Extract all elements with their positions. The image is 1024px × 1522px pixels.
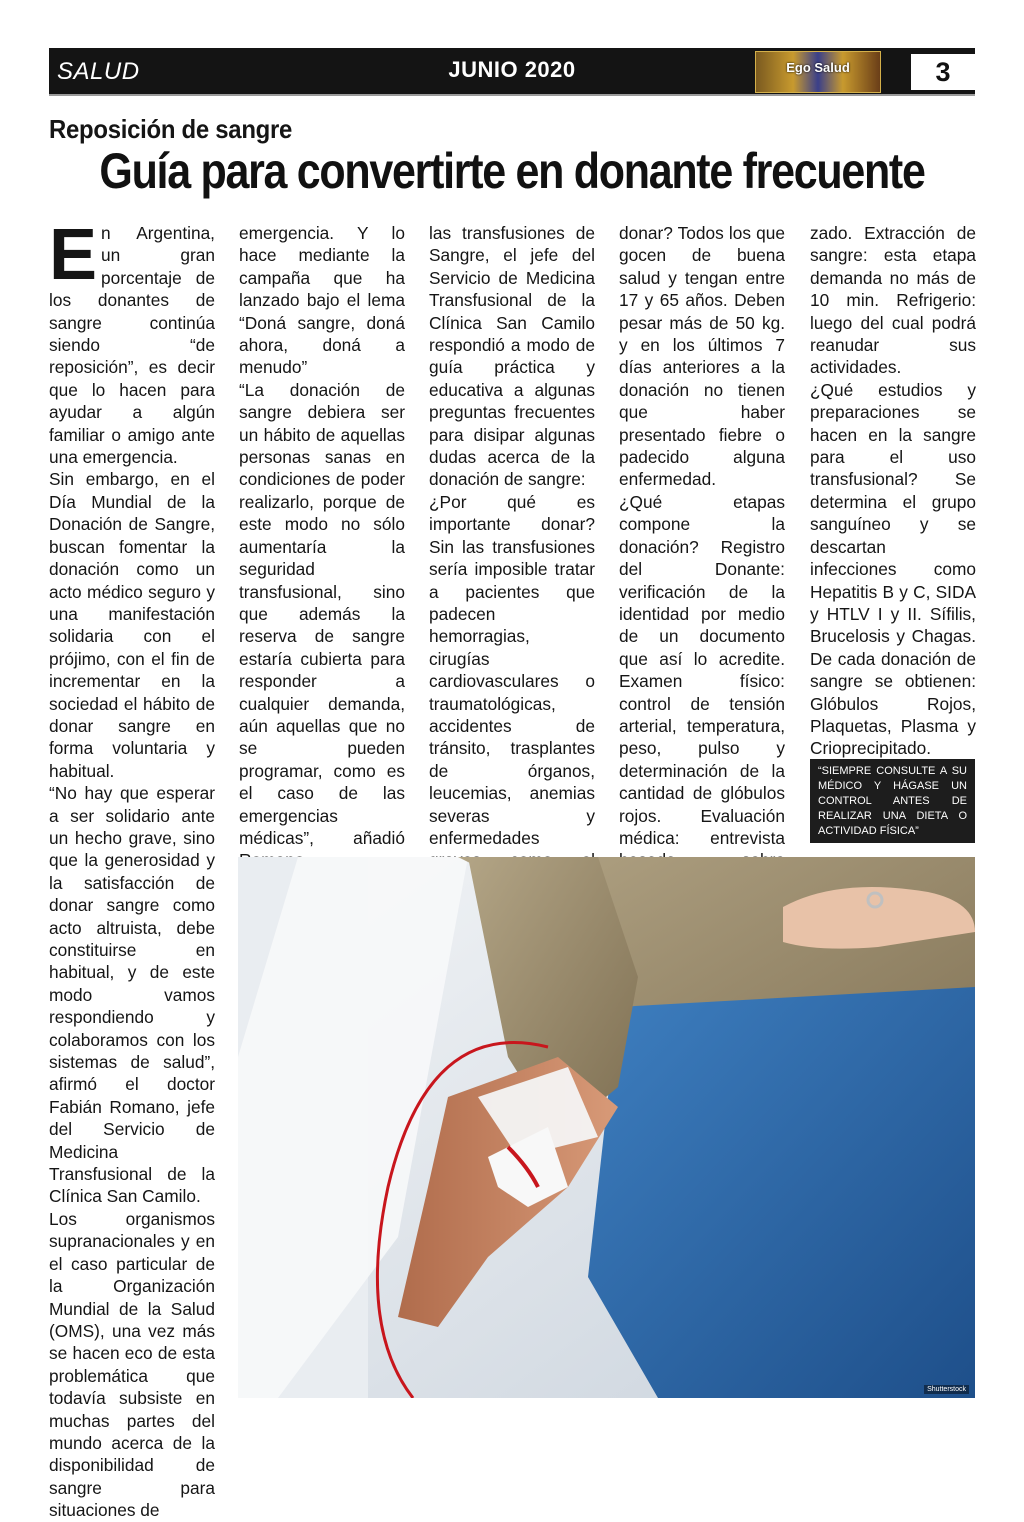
paragraph: emergencia. Y lo hace mediante la campaña que ha lanzado bajo el lema “Doná sangre, doná ahora, doná a menudo” [239,223,405,378]
issue-date: JUNIO 2020 [448,57,576,82]
blood-donation-photo [238,857,975,1398]
paragraph: donar? Todos los que gocen de buena salud y tengan entre 17 y 65 años. Deben pesar más de 50 kg. y en los últimos 7 días anteriores a la donación no tienen que haber presentado fiebre o padecido alguna enfermedad. [619,223,785,490]
paragraph: ¿Qué estudios y preparaciones se hacen en la sangre para el uso transfusional? Se determina el grupo sanguíneo y se descartan infecciones como Hepatitis B y C, SIDA y HTLV I y II. Sífilis, Brucelosis y Chagas. De cada donación de sangre se obtienen: Glóbulos Rojos, Plaquetas, Plasma y Crioprecipitado. [810,379,976,759]
publication-logo [755,51,881,93]
article-headline: Guía para convertirte en donante frecuente [99,143,925,199]
paragraph: “La donación de sangre debiera ser un hábito de aquellas personas sanas en condiciones de poder realizarlo, porque de este modo no sólo aumentaría la seguridad transfusional, sino que además la reserva de sangre estaría cubierta para responder a cualquier demanda, aún aquellas que no se pueden programar, como es el caso de las emergencias médicas”, añadió [239,379,405,848]
page-header [49,48,975,96]
paragraph: zado. Extracción de sangre: esta etapa demanda no más de 10 min. Refrigerio: luego del cual podrá reanudar sus actividades. [810,223,976,378]
paragraph: ¿Por qué es importante donar? Sin las transfusiones sería imposible tratar a pacientes que padecen hemorragias, cirugías cardiovasculares o traumatológicas, accidentes de tránsito, trasplantes de órganos, leucemias, anemias severas y enfermedades [429,491,595,848]
paragraph: n Argentina, un gran porcentaje de los donantes de sangre continúa siendo “de reposición”, es decir que lo hacen para ayudar a algún familiar o amigo ante una emergencia. [49,223,215,468]
article-kicker: Reposición de sangre [49,114,293,144]
drop-cap: E [49,215,98,295]
article-column-5 [810,222,976,760]
section-label: SALUD [57,58,140,85]
paragraph: ¿Qué etapas compone la donación? Registro del Donante: verificación de la identidad por medio de un documento que así lo acredite. Examen físico: control de tensión arterial, temperatura, peso, pulso y determinación de la cantidad de glóbulos rojos. Evaluación médica: entrevista [619,491,785,848]
article-column-2 [239,222,405,961]
paragraph: Sin embargo, en el Día Mundial de la Donación de Sangre, buscan fomentar la donación como un acto médico seguro y una manifestación solidaria con el prójimo, con el fin de incrementar en la sociedad el hábito de donar sangre en forma voluntaria y habitual. [49,469,215,781]
paragraph: Los organismos supranacionales y en el caso particular de la Organización Mundial de la Salud (OMS), una vez más se hacen eco de esta problemática que todavía subsiste en muchas partes del mundo acerca de la disponibilidad de sangre para situaciones de [49,1208,215,1521]
article-column-3 [429,222,595,917]
article-column-4 [619,222,785,917]
paragraph: “No hay que esperar a ser solidario ante un hecho grave, sino que la generosidad y la satisfacción de donar sangre como acto altruista, debe constituirse en habitual, y de este modo vamos respondiendo y colaboramos con los sistemas de salud”, afirmó el doctor Fabián Romano, jefe del Servicio de Medicina Transfusional de la Clínica San Camilo. [49,783,215,1207]
paragraph: las transfusiones de Sangre, el jefe del Servicio de Medicina Transfusional de la Clínica San Camilo respondió a modo de guía práctica y educativa a algunas preguntas frecuentes para disipar algunas dudas acerca de la donación de sangre: [429,223,595,490]
pull-quote: “SIEMPRE CONSULTE A SU MÉDICO Y HÁGASE UN CONTROL ANTES DE REALIZAR UNA DIETA O ACTIVIDAD FÍSICA” [810,759,975,843]
photo-illustration [238,857,975,1398]
article-column-1 [49,215,215,1522]
logo-text: Ego Salud [786,60,850,75]
photo-credit: Shutterstock [924,1385,969,1394]
page-number: 3 [911,54,975,90]
